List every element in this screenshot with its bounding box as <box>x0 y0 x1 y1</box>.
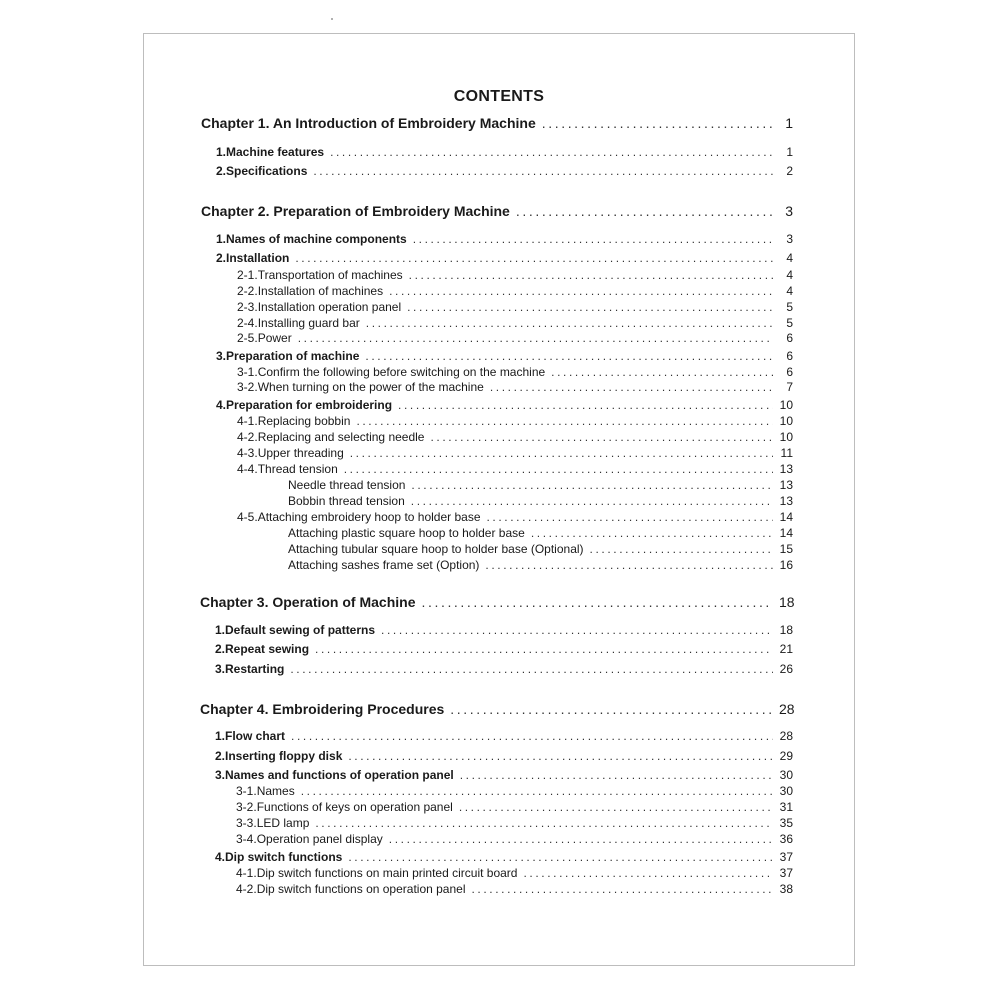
toc-entry <box>215 729 793 743</box>
dot-leader <box>301 784 773 798</box>
dot-leader <box>348 850 773 864</box>
entry-number: 2. <box>215 642 226 656</box>
entry-label: Confirm the following before switching on the machine <box>257 365 546 379</box>
toc-entry <box>216 251 793 265</box>
dot-leader <box>411 494 773 508</box>
dot-leader <box>421 594 773 610</box>
toc-entry <box>216 145 793 159</box>
entry-number: 2-3. <box>237 300 258 314</box>
dot-leader <box>450 701 773 717</box>
dot-leader <box>356 414 773 428</box>
chapter-heading <box>200 701 793 717</box>
dot-leader <box>315 642 773 656</box>
toc-entry <box>215 749 793 763</box>
entry-label: Flow chart <box>225 729 286 743</box>
entry-label: Names of machine components <box>226 232 407 246</box>
chapter-title: Chapter 2. Preparation of Embroidery Machine <box>201 203 510 219</box>
entry-label: Names <box>256 784 295 798</box>
toc-entry <box>216 232 793 246</box>
dot-leader <box>344 462 773 476</box>
page-number: 35 <box>779 816 793 830</box>
dot-leader <box>409 268 773 282</box>
entry-label: Installing guard bar <box>257 316 360 330</box>
dot-leader <box>330 145 773 159</box>
toc-subsubentry <box>288 478 793 492</box>
dot-leader <box>460 768 773 782</box>
chapter-heading <box>200 594 793 610</box>
dot-leader <box>407 300 773 314</box>
page-number: 29 <box>779 749 793 763</box>
page-number: 10 <box>779 414 793 428</box>
toc-subentry <box>237 268 793 282</box>
entry-label: Restarting <box>225 662 285 676</box>
entry-label: Upper threading <box>257 446 344 460</box>
page-number: 6 <box>786 331 793 345</box>
page-number: 28 <box>779 701 795 717</box>
entry-label: Dip switch functions <box>225 850 343 864</box>
entry-label: Functions of keys on operation panel <box>256 800 453 814</box>
chapter-title: Chapter 1. An Introduction of Embroidery Machine <box>201 115 536 131</box>
dot-leader <box>590 542 773 556</box>
entry-number: 3-4. <box>236 832 257 846</box>
dot-leader <box>389 284 773 298</box>
page-title: CONTENTS <box>453 88 545 105</box>
page-number: 13 <box>779 478 793 492</box>
toc-subentry <box>237 380 793 394</box>
toc-subentry <box>237 365 793 379</box>
page-number: 26 <box>779 662 793 676</box>
page-number: 31 <box>779 800 793 814</box>
entry-label: Machine features <box>226 145 325 159</box>
toc-subentry <box>237 316 793 330</box>
dot-leader <box>295 251 773 265</box>
dot-leader <box>459 800 773 814</box>
toc-subentry <box>236 816 793 830</box>
entry-label: When turning on the power of the machine <box>257 380 484 394</box>
dot-leader <box>485 558 773 572</box>
toc-subentry <box>236 784 793 798</box>
entry-label: Power <box>257 331 292 345</box>
chapter-title: Chapter 3. Operation of Machine <box>200 594 416 610</box>
entry-label: Names and functions of operation panel <box>225 768 454 782</box>
page-number: 13 <box>779 462 793 476</box>
entry-label: Repeat sewing <box>225 642 310 656</box>
entry-number: 4-1. <box>236 866 257 880</box>
entry-label: Attaching embroidery hoop to holder base <box>257 510 481 524</box>
dot-leader <box>516 203 773 219</box>
toc-subentry <box>236 800 793 814</box>
entry-number: 2-4. <box>237 316 258 330</box>
entry-label: Attaching plastic square hoop to holder base <box>288 526 525 540</box>
chapter-heading <box>201 203 793 219</box>
contents-page <box>143 33 855 966</box>
page-number: 3 <box>786 232 793 246</box>
page-number: 21 <box>779 642 793 656</box>
entry-number: 4-5. <box>237 510 258 524</box>
entry-number: 4-4. <box>237 462 258 476</box>
page-number: 15 <box>779 542 793 556</box>
toc-entry <box>215 642 793 656</box>
page-number: 10 <box>779 398 793 412</box>
page-number: 18 <box>779 623 793 637</box>
entry-number: 2. <box>216 251 227 265</box>
page-number: 4 <box>786 251 793 265</box>
entry-number: 4-2. <box>236 882 257 896</box>
entry-number: 3. <box>215 768 226 782</box>
page-number: 37 <box>779 866 793 880</box>
dot-leader <box>411 478 773 492</box>
toc-subentry <box>236 866 793 880</box>
page-number: 6 <box>786 349 793 363</box>
dot-leader <box>430 430 773 444</box>
entry-label: LED lamp <box>256 816 310 830</box>
toc-subentry <box>237 430 793 444</box>
entry-number: 1. <box>215 729 226 743</box>
dot-leader <box>290 662 773 676</box>
page-number: 18 <box>779 594 795 610</box>
entry-number: 3. <box>216 349 227 363</box>
entry-number: 3-1. <box>237 365 258 379</box>
toc-entry <box>215 662 793 676</box>
toc-subentry <box>237 284 793 298</box>
toc-subentry <box>236 832 793 846</box>
page-number: 30 <box>779 784 793 798</box>
entry-number: 3-2. <box>236 800 257 814</box>
page-number: 4 <box>786 268 793 282</box>
toc-entry <box>216 398 793 412</box>
toc-subsubentry <box>288 494 793 508</box>
page-number: 3 <box>785 203 793 219</box>
dot-leader <box>542 115 773 131</box>
entry-number: 4-1. <box>237 414 258 428</box>
entry-label: Specifications <box>226 164 308 178</box>
entry-label: Installation operation panel <box>257 300 402 314</box>
dot-leader <box>365 349 773 363</box>
dot-leader <box>487 510 774 524</box>
page-number: 28 <box>779 729 793 743</box>
entry-label: Attaching sashes frame set (Option) <box>288 558 480 572</box>
dot-leader <box>350 446 773 460</box>
entry-number: 2. <box>215 749 226 763</box>
page-number: 6 <box>786 365 793 379</box>
entry-label: Operation panel display <box>256 832 383 846</box>
entry-label: Replacing and selecting needle <box>257 430 425 444</box>
toc-entry <box>215 623 793 637</box>
dot-leader <box>413 232 773 246</box>
page-number: 10 <box>779 430 793 444</box>
dot-leader <box>348 749 773 763</box>
entry-label: Inserting floppy disk <box>225 749 343 763</box>
toc-entry <box>216 349 793 363</box>
dot-leader <box>398 398 773 412</box>
entry-label: Preparation for embroidering <box>226 398 393 412</box>
page-number: 38 <box>779 882 793 896</box>
entry-number: 3-3. <box>236 816 257 830</box>
dot-leader <box>381 623 773 637</box>
entry-number: 2-2. <box>237 284 258 298</box>
page-number: 1 <box>786 145 793 159</box>
entry-number: 3-1. <box>236 784 257 798</box>
page-number: 4 <box>786 284 793 298</box>
entry-number: 3-2. <box>237 380 258 394</box>
entry-label: Replacing bobbin <box>257 414 351 428</box>
toc-entry <box>216 164 793 178</box>
dot-leader <box>551 365 773 379</box>
toc-subsubentry <box>288 542 793 556</box>
page-number: 36 <box>779 832 793 846</box>
entry-number: 3. <box>215 662 226 676</box>
toc-entry <box>215 768 793 782</box>
chapter-heading <box>201 115 793 131</box>
page-number: 5 <box>786 316 793 330</box>
toc-subsubentry <box>288 526 793 540</box>
toc-subentry <box>237 510 793 524</box>
page-number: 16 <box>779 558 793 572</box>
toc-entry <box>215 850 793 864</box>
entry-label: Dip switch functions on operation panel <box>256 882 466 896</box>
dot-leader <box>531 526 773 540</box>
toc-subentry <box>237 414 793 428</box>
dot-leader <box>389 832 773 846</box>
entry-number: 1. <box>215 623 226 637</box>
page-number: 13 <box>779 494 793 508</box>
toc-subentry <box>237 331 793 345</box>
page-number: 37 <box>779 850 793 864</box>
entry-label: Thread tension <box>257 462 338 476</box>
entry-number: 1. <box>216 145 227 159</box>
entry-label: Dip switch functions on main printed circuit board <box>256 866 518 880</box>
entry-number: 4-3. <box>237 446 258 460</box>
page-number: 11 <box>780 446 793 460</box>
page-number: 30 <box>779 768 793 782</box>
entry-number: 2-1. <box>237 268 258 282</box>
entry-label: Preparation of machine <box>226 349 360 363</box>
page-number: 1 <box>785 115 793 131</box>
entry-number: 1. <box>216 232 227 246</box>
entry-label: Default sewing of patterns <box>225 623 376 637</box>
entry-label: Transportation of machines <box>257 268 403 282</box>
entry-number: 2-5. <box>237 331 258 345</box>
dot-leader <box>471 882 773 896</box>
entry-number: 4. <box>215 850 226 864</box>
dot-leader <box>490 380 773 394</box>
page-number: 14 <box>779 510 793 524</box>
dot-leader <box>313 164 773 178</box>
dot-leader <box>366 316 773 330</box>
toc-subentry <box>237 462 793 476</box>
toc-subentry <box>237 446 793 460</box>
page-number: 14 <box>779 526 793 540</box>
entry-number: 4. <box>216 398 227 412</box>
page-number: 5 <box>786 300 793 314</box>
chapter-title: Chapter 4. Embroidering Procedures <box>200 701 445 717</box>
page-number: 7 <box>786 380 793 394</box>
scan-speck <box>331 18 333 20</box>
entry-label: Installation <box>226 251 290 265</box>
entry-number: 2. <box>216 164 227 178</box>
page-number: 2 <box>786 164 793 178</box>
dot-leader <box>523 866 773 880</box>
entry-label: Attaching tubular square hoop to holder base (Optional) <box>288 542 584 556</box>
dot-leader <box>315 816 773 830</box>
entry-label: Installation of machines <box>257 284 384 298</box>
toc-subentry <box>237 300 793 314</box>
toc-subsubentry <box>288 558 793 572</box>
entry-label: Needle thread tension <box>288 478 406 492</box>
entry-number: 4-2. <box>237 430 258 444</box>
dot-leader <box>291 729 773 743</box>
dot-leader <box>298 331 773 345</box>
entry-label: Bobbin thread tension <box>288 494 405 508</box>
toc-subentry <box>236 882 793 896</box>
